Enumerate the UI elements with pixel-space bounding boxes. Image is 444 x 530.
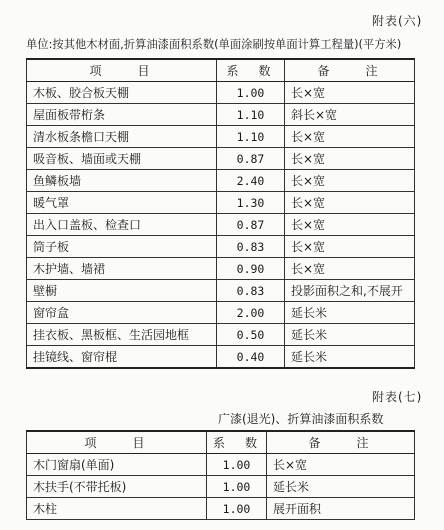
cell-note: 长×宽 (285, 170, 415, 192)
header-note: 备 注 (267, 431, 415, 454)
cell-item: 木门窗扇(单面) (27, 454, 207, 476)
cell-coef: 1.00 (207, 498, 267, 520)
cell-note: 长×宽 (285, 82, 415, 104)
cell-item: 挂镜线、窗帘棍 (27, 346, 217, 369)
cell-coef: 0.90 (217, 258, 285, 280)
table-row (27, 236, 415, 258)
table-row (27, 302, 415, 324)
cell-coef: 1.00 (207, 454, 267, 476)
cell-item: 窗帘盒 (27, 302, 217, 324)
cell-coef: 2.00 (217, 302, 285, 324)
cell-coef: 0.83 (217, 280, 285, 302)
cell-coef: 1.10 (217, 126, 285, 148)
table7-caption: 广漆(退光)、折算油漆面积系数 (218, 412, 384, 426)
table-row (27, 170, 415, 192)
header-note: 备 注 (285, 59, 415, 82)
cell-note: 展开面积 (267, 498, 415, 520)
table-row (27, 148, 415, 170)
table-row (27, 214, 415, 236)
cell-coef: 0.87 (217, 148, 285, 170)
cell-coef: 1.10 (217, 104, 285, 126)
header-coefficient: 系 数 (207, 431, 267, 454)
cell-note: 长×宽 (285, 192, 415, 214)
table-header-row (27, 431, 415, 454)
cell-note: 延长米 (267, 476, 415, 498)
header-item: 项 目 (27, 59, 217, 82)
cell-item: 筒子板 (27, 236, 217, 258)
header-item: 项 目 (27, 431, 207, 454)
cell-coef: 0.50 (217, 324, 285, 346)
table-row (27, 476, 415, 498)
table6-caption: 单位:按其他木材面,折算油漆面积系数(单面涂刷按单面计算工程量)(平方米) (26, 38, 402, 51)
cell-item: 出入口盖板、检查口 (27, 214, 217, 236)
table-row (27, 346, 415, 369)
cell-note: 延长米 (285, 302, 415, 324)
cell-note: 长×宽 (267, 454, 415, 476)
cell-item: 壁橱 (27, 280, 217, 302)
table-row (27, 104, 415, 126)
cell-coef: 1.00 (217, 82, 285, 104)
cell-note: 长×宽 (285, 148, 415, 170)
cell-note: 长×宽 (285, 236, 415, 258)
cell-note: 长×宽 (285, 214, 415, 236)
cell-item: 挂衣板、黑板框、生活园地框 (27, 324, 217, 346)
cell-coef: 1.00 (207, 476, 267, 498)
cell-note: 斜长×宽 (285, 104, 415, 126)
cell-coef: 2.40 (217, 170, 285, 192)
cell-note: 延长米 (285, 324, 415, 346)
cell-note: 长×宽 (285, 258, 415, 280)
cell-note: 投影面积之和,不展开 (285, 280, 415, 302)
cell-item: 清水板条檐口天棚 (27, 126, 217, 148)
cell-coef: 0.40 (217, 346, 285, 369)
cell-item: 暖气罩 (27, 192, 217, 214)
header-coefficient: 系 数 (217, 59, 285, 82)
table-row (27, 258, 415, 280)
table-row (27, 192, 415, 214)
table-row (27, 126, 415, 148)
cell-note: 长×宽 (285, 126, 415, 148)
cell-item: 木扶手(不带托板) (27, 476, 207, 498)
table-row (27, 454, 415, 476)
cell-item: 木板、胶合板天棚 (27, 82, 217, 104)
table7-tag: 附表(七) (372, 390, 423, 404)
cell-item: 木护墙、墙裙 (27, 258, 217, 280)
cell-coef: 1.30 (217, 192, 285, 214)
table-row (27, 82, 415, 104)
cell-coef: 0.83 (217, 236, 285, 258)
cell-item: 屋面板带桁条 (27, 104, 217, 126)
cell-item: 木柱 (27, 498, 207, 520)
table-row (27, 280, 415, 302)
table6-tag: 附表(六) (372, 14, 423, 28)
coefficient-table-6 (26, 58, 415, 369)
cell-item: 吸音板、墙面或天棚 (27, 148, 217, 170)
cell-note: 延长米 (285, 346, 415, 369)
cell-item: 鱼鳞板墙 (27, 170, 217, 192)
table-header-row (27, 59, 415, 82)
table-row (27, 324, 415, 346)
table-row (27, 498, 415, 520)
coefficient-table-7 (26, 430, 415, 520)
cell-coef: 0.87 (217, 214, 285, 236)
